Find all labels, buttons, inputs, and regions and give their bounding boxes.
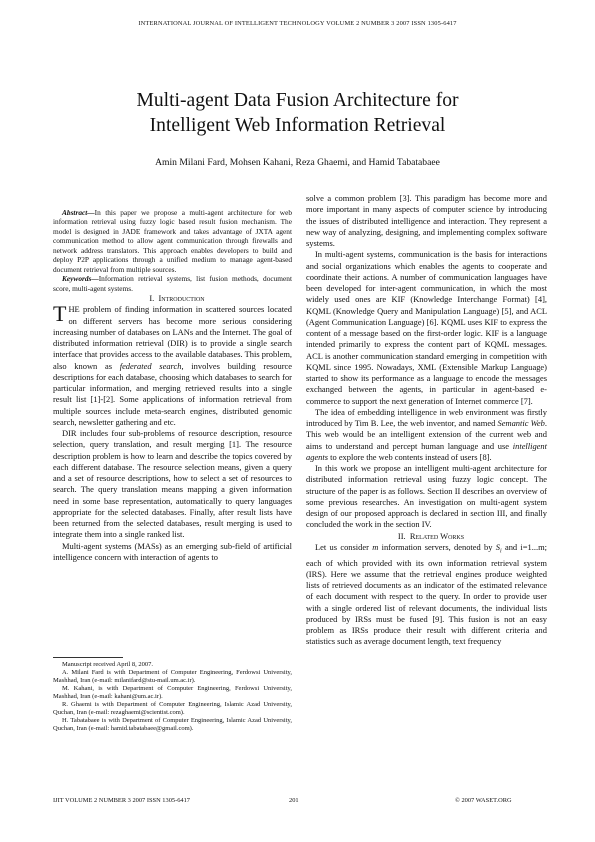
footer-journal: IJIT VOLUME 2 NUMBER 3 2007 ISSN 1305-6417	[53, 797, 190, 804]
keywords	[53, 274, 292, 293]
footnote-author-m: M. Kahani, is with Department of Computer Engineering, Ferdowsi University, Mashhad, Iran (e-mail: kahani@um.ac.ir).	[53, 685, 292, 701]
section-title: Related Works	[409, 530, 465, 541]
footer-copyright: © 2007 WASET.ORG	[455, 797, 512, 804]
footnote-rule	[53, 657, 123, 658]
footnote-author-h: H. Tabatabaee is with Department of Computer Engineering, Islamic Azad University, Quchan, Iran (e-mail: hamid.tabatabaee@gmail.com).	[53, 717, 292, 733]
right-column	[306, 193, 547, 648]
footnote-author-r: R. Ghaemi is with Department of Computer Engineering, Islamic Azad University, Quchan, Iran (e-mail: rezaghaemi@scientist.com).	[53, 701, 292, 717]
footnote-received: Manuscript received April 8, 2007.	[62, 661, 153, 668]
abstract-text: In this paper we propose a multi-agent architecture for web information retrieval using fuzzy logic based result fusion mechanism. The model is designed in JADE framework and takes advantage of JXTA agent communication method to allow agent communication through firewalls and network address translators. This approach enables developers to build and deploy P2P applications through a unified medium to manage agent-based document retrieval from multiple sources.	[53, 208, 292, 274]
running-header: INTERNATIONAL JOURNAL OF INTELLIGENT TECHNOLOGY VOLUME 2 NUMBER 3 2007 ISSN 1305-6417	[138, 20, 457, 27]
body-paragraph-1: solve a common problem [3]. This paradigm has become more and more important in many aspects of computer science by introducing the issues of distributed intelligence and interaction. They represent a new way of analyzing, designing, and implementing complex software systems.	[306, 193, 547, 248]
section-heading-introduction	[53, 293, 292, 304]
keywords-text: Information retrieval systems, list fusion methods, document score, multi-agent systems.	[53, 274, 292, 293]
section-title: Introduction	[158, 293, 205, 304]
author-list: Amin Milani Fard, Mohsen Kahani, Reza Ghaemi, and Hamid Tabatabaee	[155, 157, 440, 168]
section-number: II.	[397, 530, 406, 541]
emphasis-semantic-web: Semantic Web	[497, 418, 545, 428]
intro-paragraph-2: DIR includes four sub-problems of resource description, resource selection, query translation, and result merging [1]. The resource description problem is how to learn and describe the topics covered by each different database. The resource selection means, given a query and a set of resource descriptions, how to select a set of resources to search. The query translation means mapping a given information need in some base representation, automatically to query languages appropriate for the selected databases. Finally, after result lists have been returned from the selected databases, result merging is used to integrate them into a single ranked list.	[53, 428, 292, 540]
footnotes	[53, 661, 292, 733]
intro-paragraph-3: Multi-agent systems (MASs) as an emerging sub-field of artificial intelligence concern with interaction of agents to	[53, 540, 292, 562]
page-number: 201	[289, 797, 299, 804]
body-paragraph-3: The idea of embedding intelligence in web environment was firstly introduced by Tim B. Lee, the web inventor, and named Semantic Web. This web would be an intelligent extension of the current web and aims to understand and percept human language and use intelligent agents to explore the web contents instead of users [8].	[306, 406, 547, 462]
emphasis-federated-search: federated search	[119, 360, 182, 371]
body-paragraph-2: In multi-agent systems, communication is the basis for interactions and social organizations which enables the agents to cooperate and coordinate their actions. A number of communication languages have been developed for inter-agent communication, in which the most widely used ones are KIF (Knowledge Interchange Format) [4], KQML (Knowledge Query and Manipulation Language) [5], and ACL (Agent Communication Language) [6]. KQML uses KIF to express the content of a message based on the first-order logic. KIF is a language intended primarily to express the content part of KQML messages. ACL is another communication standard emerging in competition with KQML since 1995. Nowadays, XML (Extensible Markup Language) started to show its performance as a language to encode the messages exchanged between the agents, in particular in agent-based e-commerce to support the next generation of Internet commerce [7].	[306, 249, 547, 406]
body-paragraph-5: Let us consider m information servers, denoted by $S_i$ and i=1...m; each of which provided with its own information retrieval system (IRS). Here we assume that the retrieval engines produce weighted lists of retrieved documents as an indicator of the estimated relevance of each document with respect to the query. In order to provide user with a single ordered list of relevant documents, the individual lists produced by IRSs must be fused [9]. This fusion is not an easy problem as IRSs produce their result with different criteria and statistics such as average document length, text frequency	[306, 541, 547, 647]
intro-paragraph-1: THE problem of finding information in scattered sources located on different servers has become more serious considering increasing number of databases on LANs and the Internet. The goal of distributed information retrieval (DIR) is to provide a single search interface that provides access to the available databases. This problem, also known as federated search, involves building resource descriptions for each database, choosing which databases to search for particular information, and merging retrieved results into a single result list [1]-[2]. Some applications of information retrieval from multiple sources include meta-search engines, distributed genomic search, newsletter gathering and etc.	[53, 301, 293, 427]
keywords-label: Keywords—	[62, 274, 99, 284]
title-line-2: Intelligent Web Information Retrieval	[149, 115, 446, 136]
emphasis-intelligent-agents: intelligent agents	[306, 440, 547, 462]
left-column	[53, 208, 292, 563]
body-paragraph-4: In this work we propose an intelligent multi-agent architecture for distributed information retrieval using fuzzy logic concept. The structure of the paper is as follows. Section II describes an overview of some previous researches. An investigation on multi-agent system design of our proposed approach is declared in section III, and finally concluded the work in the section IV.	[306, 463, 547, 530]
drop-cap: T	[53, 301, 67, 327]
title-line-1: Multi-agent Data Fusion Architecture for	[136, 90, 459, 111]
section-heading-related-works	[306, 531, 547, 542]
section-number: I.	[149, 293, 155, 304]
footnote-author-a: A. Milani Fard is with Department of Computer Engineering, Ferdowsi University, Mashhad, Iran (e-mail: milanifard@stu-mail.um.ac.ir).	[53, 669, 292, 685]
paper-title	[60, 88, 535, 138]
abstract-label: Abstract—	[62, 208, 95, 217]
abstract	[53, 208, 292, 274]
